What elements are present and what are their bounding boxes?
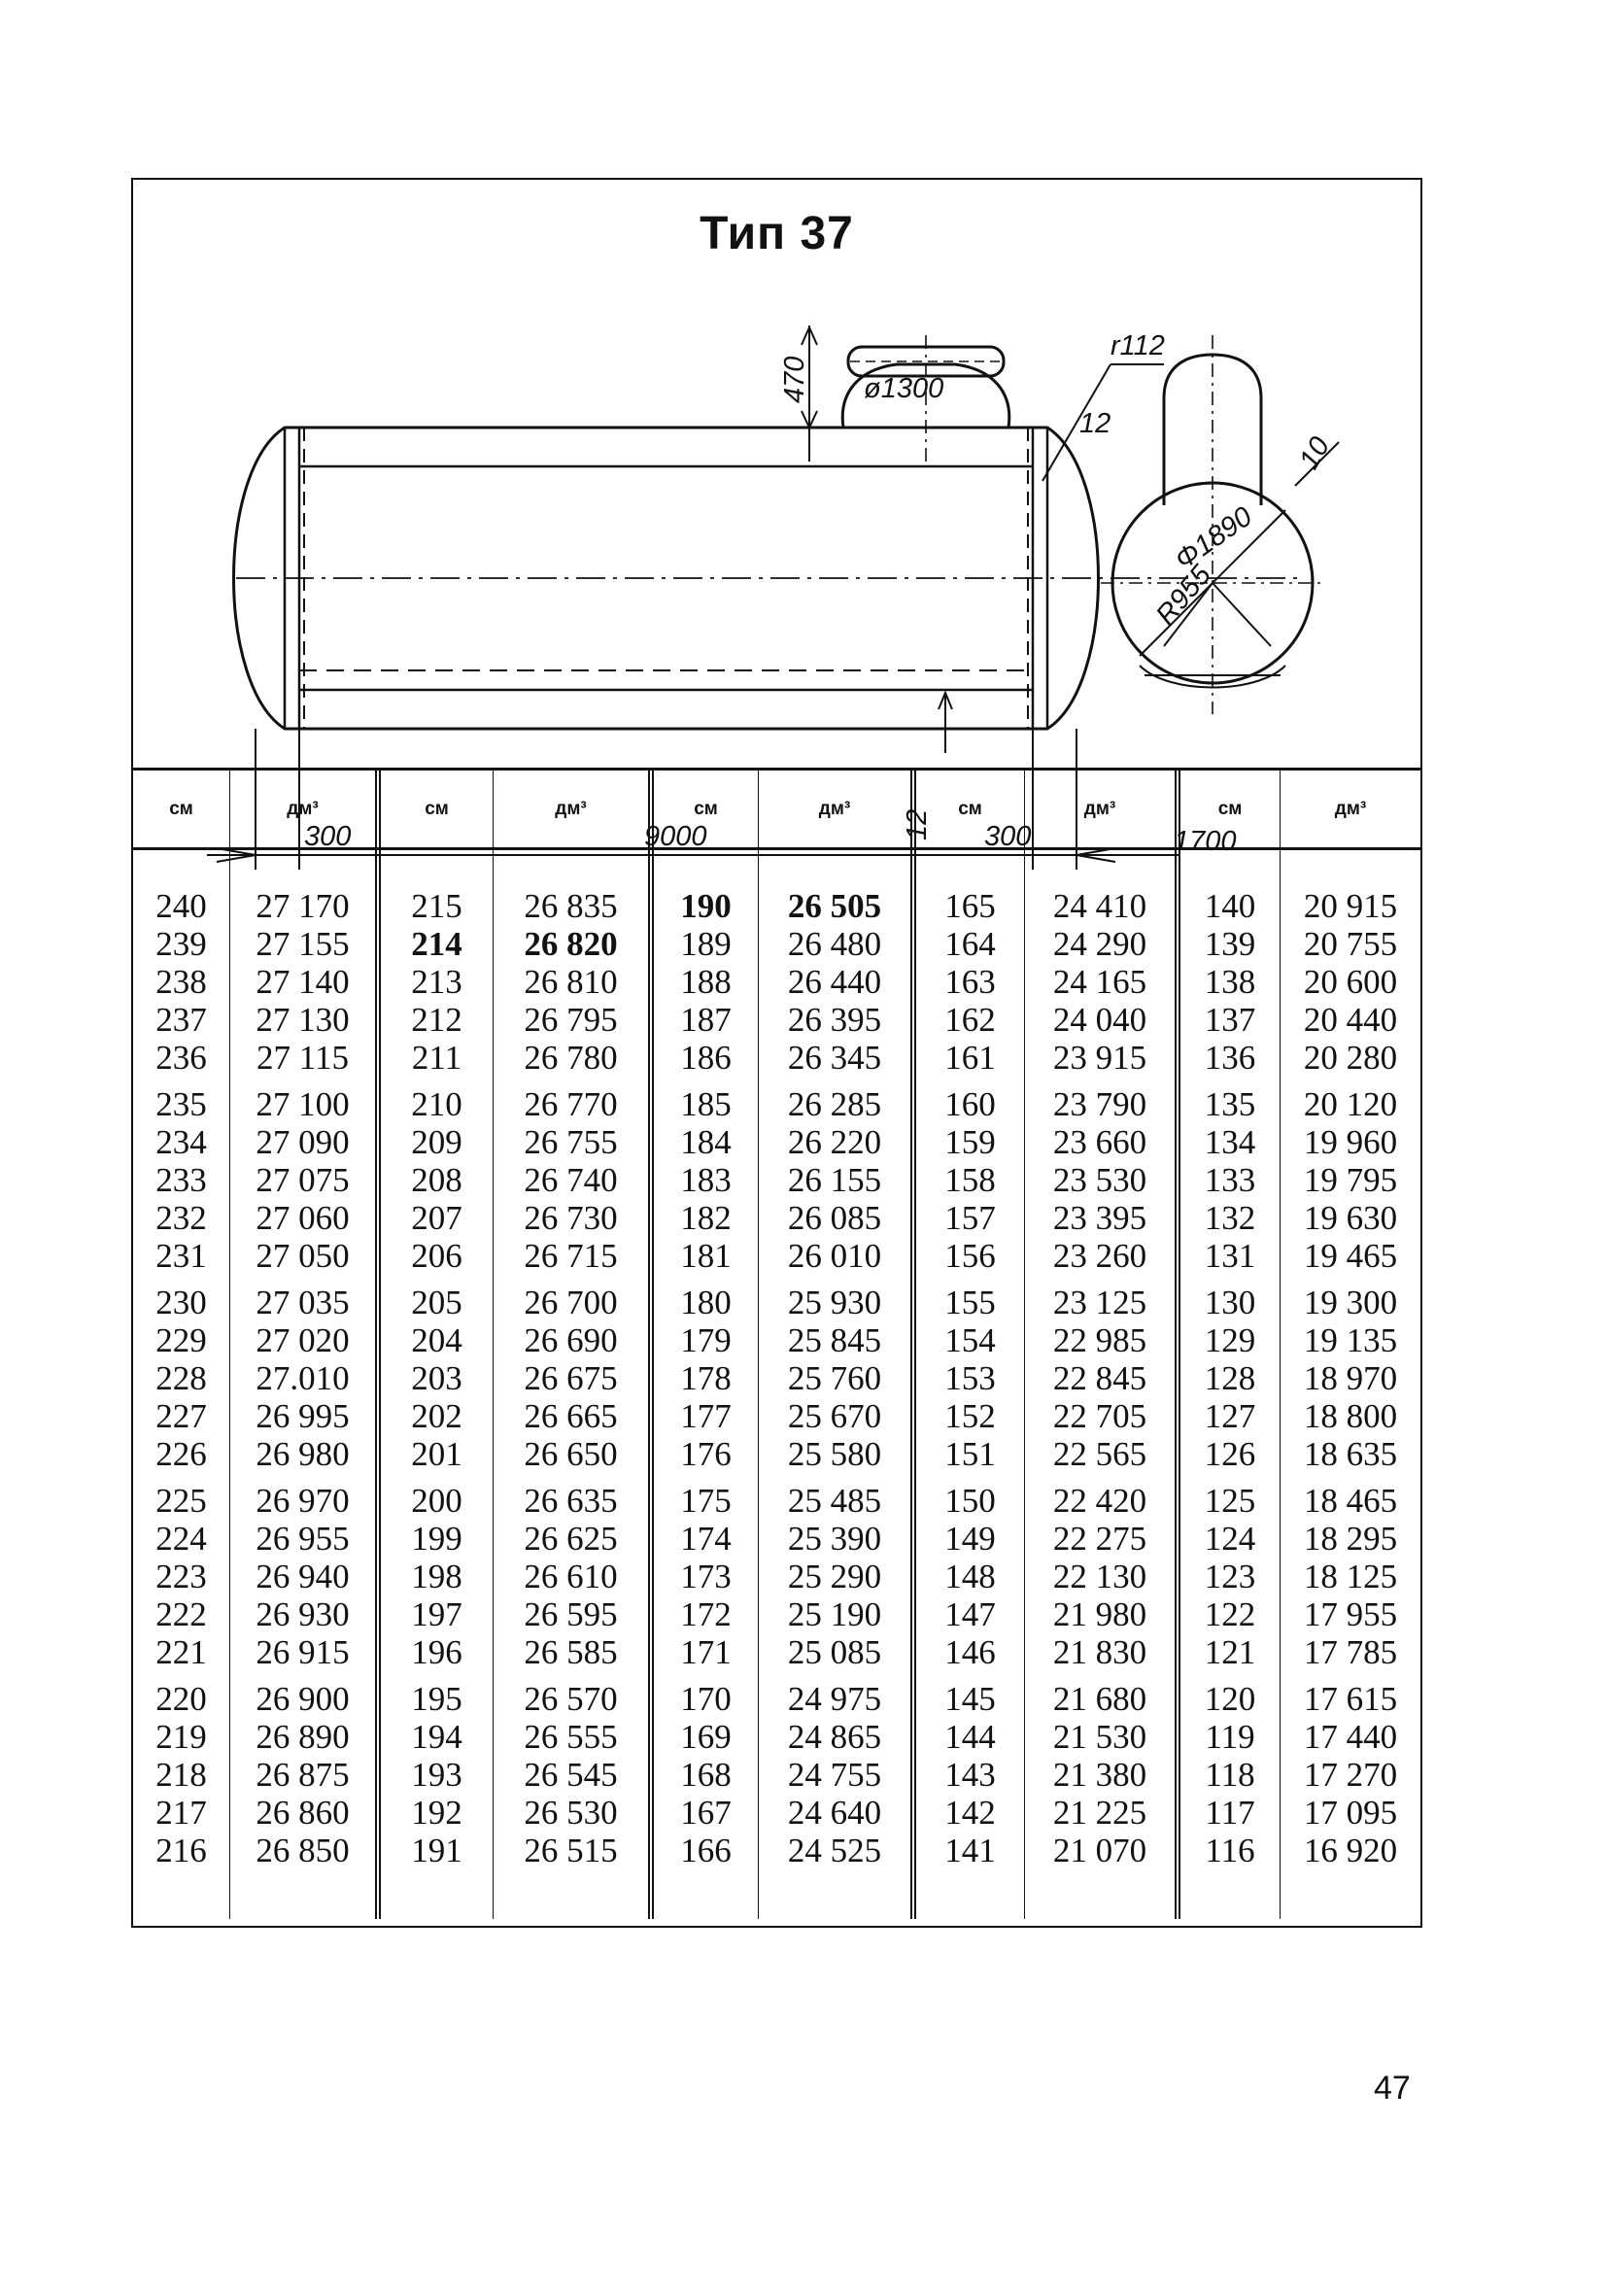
level-cell: 154 [944,1321,996,1359]
volume-cell: 21 980 [1052,1595,1147,1633]
volume-cell: 26 740 [524,1161,618,1199]
volume-cell: 17 615 [1303,1680,1398,1718]
header-dm3: дм³ [1334,798,1367,819]
volume-cell: 26 570 [524,1680,618,1718]
level-cell: 142 [944,1794,996,1832]
level-cell: 221 [155,1633,207,1671]
volume-cell: 19 630 [1303,1199,1398,1237]
volume-cell: 25 485 [787,1482,882,1520]
volume-cell: 19 960 [1303,1123,1398,1161]
volume-cell: 20 600 [1303,963,1398,1001]
dim-radius: r112 [1111,330,1165,361]
level-cell: 132 [1204,1199,1256,1237]
level-cell: 225 [155,1482,207,1520]
volume-cell: 26 810 [524,963,618,1001]
level-cell: 190 [680,887,732,925]
dim-hatch-height: 470 [779,356,810,403]
volume-cell: 25 930 [787,1284,882,1321]
level-cell: 205 [411,1284,462,1321]
level-cell: 139 [1204,925,1256,963]
volume-cell: 24 290 [1052,925,1147,963]
volume-cell: 20 755 [1303,925,1398,963]
volume-cell: 22 845 [1052,1359,1147,1397]
level-cell: 200 [411,1482,462,1520]
header-cm: см [1180,771,1281,847]
volume-cell: 26 395 [787,1001,882,1039]
volume-cell: 27 090 [256,1123,350,1161]
volume-cell: 27 170 [256,887,350,925]
volume-cell: 26 440 [787,963,882,1001]
table-body [133,850,1420,1919]
level-cell: 234 [155,1123,207,1161]
level-cell: 183 [680,1161,732,1199]
header-dm3: дм³ [230,771,381,847]
level-cm-column [916,850,1025,1919]
header-dm3: дм³ [1025,771,1180,847]
header-cm: см [654,771,759,847]
volume-cell: 27 075 [256,1161,350,1199]
volume-cell: 25 290 [787,1558,882,1595]
volume-cell: 23 260 [1052,1237,1147,1275]
header-cm: см [381,771,494,847]
volume-cell: 23 915 [1052,1039,1147,1077]
level-cell: 181 [680,1237,732,1275]
volume-cell: 21 070 [1052,1832,1147,1869]
volume-cell: 27 035 [256,1284,350,1321]
volume-cell: 27 130 [256,1001,350,1039]
level-cell: 128 [1204,1359,1256,1397]
page-title: Тип 37 [700,208,854,259]
dim-hatch-diameter: ø1300 [864,373,944,404]
level-cell: 133 [1204,1161,1256,1199]
level-cell: 189 [680,925,732,963]
volume-cell: 26 625 [524,1520,618,1558]
volume-cell: 22 565 [1052,1435,1147,1473]
volume-cell: 26 690 [524,1321,618,1359]
volume-cell: 24 865 [787,1718,882,1756]
level-cell: 211 [411,1039,462,1077]
level-cell: 184 [680,1123,732,1161]
level-cell: 138 [1204,963,1256,1001]
level-cell: 168 [680,1756,732,1794]
level-cell: 214 [411,925,462,963]
level-cell: 135 [1204,1085,1256,1123]
volume-cell: 17 785 [1303,1633,1398,1671]
volume-cell: 24 975 [787,1680,882,1718]
level-cell: 125 [1204,1482,1256,1520]
volume-dm3-column [494,850,654,1919]
level-cell: 151 [944,1435,996,1473]
level-cm-column [133,850,230,1919]
volume-cell: 19 300 [1303,1284,1398,1321]
volume-cell: 22 985 [1052,1321,1147,1359]
volume-cell: 26 285 [787,1085,882,1123]
level-cell: 186 [680,1039,732,1077]
volume-cell: 26 665 [524,1397,618,1435]
volume-cell: 20 440 [1303,1001,1398,1039]
level-cell: 117 [1205,1794,1255,1832]
level-cell: 220 [155,1680,207,1718]
volume-cell: 24 525 [787,1832,882,1869]
level-cm-column [1180,850,1281,1919]
level-cell: 165 [944,887,996,925]
level-cell: 141 [944,1832,996,1869]
volume-cell: 18 125 [1303,1558,1398,1595]
volume-cell: 26 835 [524,887,618,925]
level-cell: 120 [1204,1680,1256,1718]
level-cell: 124 [1204,1520,1256,1558]
level-cell: 123 [1204,1558,1256,1595]
level-cell: 127 [1204,1397,1256,1435]
volume-cell: 26 155 [787,1161,882,1199]
volume-cell: 21 830 [1052,1633,1147,1671]
level-cell: 134 [1204,1123,1256,1161]
level-cell: 239 [155,925,207,963]
level-cell: 199 [411,1520,462,1558]
level-cell: 118 [1205,1756,1255,1794]
level-cell: 167 [680,1794,732,1832]
level-cell: 161 [944,1039,996,1077]
level-cell: 187 [680,1001,732,1039]
level-cell: 222 [155,1595,207,1633]
level-cell: 217 [155,1794,207,1832]
volume-cell: 23 395 [1052,1199,1147,1237]
level-cell: 202 [411,1397,462,1435]
level-cell: 152 [944,1397,996,1435]
level-cell: 119 [1205,1718,1255,1756]
level-cell: 179 [680,1321,732,1359]
level-cell: 192 [411,1794,462,1832]
level-cell: 197 [411,1595,462,1633]
volume-cell: 24 165 [1052,963,1147,1001]
level-cell: 236 [155,1039,207,1077]
volume-cell: 21 680 [1052,1680,1147,1718]
volume-cell: 18 465 [1303,1482,1398,1520]
level-cell: 150 [944,1482,996,1520]
header-cm: см [916,771,1025,847]
level-cell: 206 [411,1237,462,1275]
level-cell: 121 [1204,1633,1256,1671]
volume-cell: 19 465 [1303,1237,1398,1275]
volume-cell: 26 820 [524,925,618,963]
level-cell: 207 [411,1199,462,1237]
volume-cell: 26 955 [256,1520,350,1558]
volume-cell: 27 140 [256,963,350,1001]
level-cell: 136 [1204,1039,1256,1077]
level-cell: 126 [1204,1435,1256,1473]
volume-cell: 26 505 [787,887,882,925]
level-cell: 182 [680,1199,732,1237]
dim-left-length: 300 [304,821,352,852]
volume-cell: 18 635 [1303,1435,1398,1473]
volume-cell: 20 280 [1303,1039,1398,1077]
level-cell: 129 [1204,1321,1256,1359]
level-cell: 213 [411,963,462,1001]
volume-dm3-column [230,850,381,1919]
level-cell: 160 [944,1085,996,1123]
level-cell: 233 [155,1161,207,1199]
level-cell: 174 [680,1520,732,1558]
level-cell: 159 [944,1123,996,1161]
volume-cell: 26 850 [256,1832,350,1869]
volume-cell: 27 115 [256,1039,349,1077]
volume-cell: 24 410 [1052,887,1147,925]
level-cell: 145 [944,1680,996,1718]
volume-cell: 25 845 [787,1321,882,1359]
level-cell: 143 [944,1756,996,1794]
level-cell: 130 [1204,1284,1256,1321]
level-cm-column [654,850,759,1919]
volume-cell: 23 125 [1052,1284,1147,1321]
level-cell: 177 [680,1397,732,1435]
level-cell: 227 [155,1397,207,1435]
volume-cell: 27 060 [256,1199,350,1237]
level-cell: 140 [1204,887,1256,925]
level-cell: 156 [944,1237,996,1275]
page-frame [131,178,1422,1928]
volume-cell: 26 585 [524,1633,618,1671]
volume-cell: 26 530 [524,1794,618,1832]
level-cell: 237 [155,1001,207,1039]
volume-cell: 25 190 [787,1595,882,1633]
volume-cell: 26 345 [787,1039,882,1077]
volume-cell: 26 595 [524,1595,618,1633]
volume-cell: 20 120 [1303,1085,1398,1123]
volume-cell: 27 155 [256,925,350,963]
level-cell: 149 [944,1520,996,1558]
volume-cell: 26 010 [787,1237,882,1275]
level-cell: 173 [680,1558,732,1595]
level-cell: 147 [944,1595,996,1633]
volume-cell: 27.010 [256,1359,350,1397]
volume-cell: 26 610 [524,1558,618,1595]
volume-cell: 26 650 [524,1435,618,1473]
volume-cell: 25 390 [787,1520,882,1558]
volume-cell: 19 795 [1303,1161,1398,1199]
volume-dm3-column [1281,850,1420,1919]
level-cell: 144 [944,1718,996,1756]
volume-cell: 26 970 [256,1482,350,1520]
volume-cell: 26 220 [787,1123,882,1161]
level-cell: 203 [411,1359,462,1397]
volume-cell: 17 440 [1303,1718,1398,1756]
volume-cell: 16 920 [1303,1832,1398,1869]
level-cell: 146 [944,1633,996,1671]
volume-cell: 22 275 [1052,1520,1147,1558]
level-cell: 162 [944,1001,996,1039]
level-cell: 238 [155,963,207,1001]
volume-cell: 22 130 [1052,1558,1147,1595]
level-cell: 230 [155,1284,207,1321]
level-cell: 169 [680,1718,732,1756]
level-cell: 180 [680,1284,732,1321]
volume-cell: 26 930 [256,1595,350,1633]
level-cell: 235 [155,1085,207,1123]
level-cell: 215 [411,887,462,925]
volume-cell: 23 660 [1052,1123,1147,1161]
volume-cell: 17 955 [1303,1595,1398,1633]
volume-cell: 18 295 [1303,1520,1398,1558]
volume-cell: 18 970 [1303,1359,1398,1397]
volume-cell: 26 995 [256,1397,350,1435]
level-cell: 166 [680,1832,732,1869]
volume-cell: 20 915 [1303,887,1398,925]
dim-main-length: 9000 [644,821,707,852]
volume-cell: 24 640 [787,1794,882,1832]
volume-cell: 27 100 [256,1085,350,1123]
volume-cell: 21 380 [1052,1756,1147,1794]
level-cell: 157 [944,1199,996,1237]
level-cell: 204 [411,1321,462,1359]
volume-cell: 26 795 [524,1001,618,1039]
volume-dm3-column [759,850,916,1919]
volume-cell: 26 980 [256,1435,350,1473]
level-cell: 218 [155,1756,207,1794]
volume-cell: 26 675 [524,1359,618,1397]
header-dm3: дм³ [494,771,654,847]
volume-cell: 25 580 [787,1435,882,1473]
table-header-row [133,768,1420,850]
calibration-table [133,768,1420,1919]
level-cell: 210 [411,1085,462,1123]
level-cell: 122 [1204,1595,1256,1633]
volume-cell: 27 050 [256,1237,350,1275]
volume-cell: 18 800 [1303,1397,1398,1435]
level-cell: 208 [411,1161,462,1199]
volume-cell: 24 755 [787,1756,882,1794]
level-cell: 195 [411,1680,462,1718]
level-cell: 148 [944,1558,996,1595]
volume-cell: 17 095 [1303,1794,1398,1832]
level-cell: 178 [680,1359,732,1397]
volume-cell: 26 515 [524,1832,618,1869]
level-cell: 212 [411,1001,462,1039]
volume-cell: 27 020 [256,1321,350,1359]
level-cell: 171 [680,1633,732,1671]
level-cell: 131 [1204,1237,1256,1275]
level-cell: 164 [944,925,996,963]
volume-cell: 26 730 [524,1199,618,1237]
level-cell: 194 [411,1718,462,1756]
volume-cell: 24 040 [1052,1001,1147,1039]
level-cell: 240 [155,887,207,925]
volume-cell: 21 530 [1052,1718,1147,1756]
volume-cell: 26 875 [256,1756,350,1794]
level-cell: 170 [680,1680,732,1718]
level-cell: 232 [155,1199,207,1237]
volume-cell: 22 420 [1052,1482,1147,1520]
level-cell: 193 [411,1756,462,1794]
level-cell: 153 [944,1359,996,1397]
volume-cell: 26 890 [256,1718,350,1756]
level-cell: 191 [411,1832,462,1869]
volume-cell: 26 770 [524,1085,618,1123]
volume-cell: 23 530 [1052,1161,1147,1199]
dim-bottom-thickness: 12 [902,808,933,840]
level-cell: 137 [1204,1001,1256,1039]
volume-cell: 26 915 [256,1633,350,1671]
volume-cell: 26 700 [524,1284,618,1321]
page-number: 47 [1374,2070,1411,2107]
dim-shell-diameter: Φ1890 [1169,500,1258,576]
header-dm3: дм³ [759,771,916,847]
level-cell: 188 [680,963,732,1001]
dim-right-length: 300 [984,821,1032,852]
level-cell: 155 [944,1284,996,1321]
level-cell: 209 [411,1123,462,1161]
level-cell: 175 [680,1482,732,1520]
level-cell: 172 [680,1595,732,1633]
level-cell: 116 [1205,1832,1255,1869]
volume-cell: 23 790 [1052,1085,1147,1123]
volume-cell: 22 705 [1052,1397,1147,1435]
volume-cell: 26 755 [524,1123,618,1161]
dim-inner-radius: R955 [1149,559,1217,632]
level-cell: 198 [411,1558,462,1595]
volume-cell: 26 555 [524,1718,618,1756]
volume-cell: 26 480 [787,925,882,963]
level-cell: 224 [155,1520,207,1558]
volume-cell: 25 085 [787,1633,882,1671]
dim-shell-thickness: 10 [1293,431,1337,475]
level-cell: 226 [155,1435,207,1473]
dim-top-thickness: 12 [1079,408,1111,439]
volume-cell: 26 635 [524,1482,618,1520]
volume-cell: 26 860 [256,1794,350,1832]
level-cell: 185 [680,1085,732,1123]
volume-cell: 26 780 [524,1039,618,1077]
volume-cell: 21 225 [1052,1794,1147,1832]
dim-base-width: 1700 [1174,826,1237,857]
level-cell: 216 [155,1832,207,1869]
level-cell: 219 [155,1718,207,1756]
volume-cell: 26 545 [524,1756,618,1794]
header-cm: см [133,771,230,847]
level-cell: 229 [155,1321,207,1359]
volume-dm3-column [1025,850,1180,1919]
level-cell: 158 [944,1161,996,1199]
level-cell: 176 [680,1435,732,1473]
volume-cell: 19 135 [1303,1321,1398,1359]
volume-cell: 26 900 [256,1680,350,1718]
volume-cell: 26 085 [787,1199,882,1237]
level-cell: 228 [155,1359,207,1397]
level-cell: 223 [155,1558,207,1595]
volume-cell: 25 760 [787,1359,882,1397]
level-cell: 201 [411,1435,462,1473]
volume-cell: 26 940 [256,1558,350,1595]
level-cm-column [381,850,494,1919]
level-cell: 163 [944,963,996,1001]
volume-cell: 17 270 [1303,1756,1398,1794]
volume-cell: 25 670 [787,1397,882,1435]
level-cell: 196 [411,1633,462,1671]
level-cell: 231 [155,1237,207,1275]
volume-cell: 26 715 [524,1237,618,1275]
